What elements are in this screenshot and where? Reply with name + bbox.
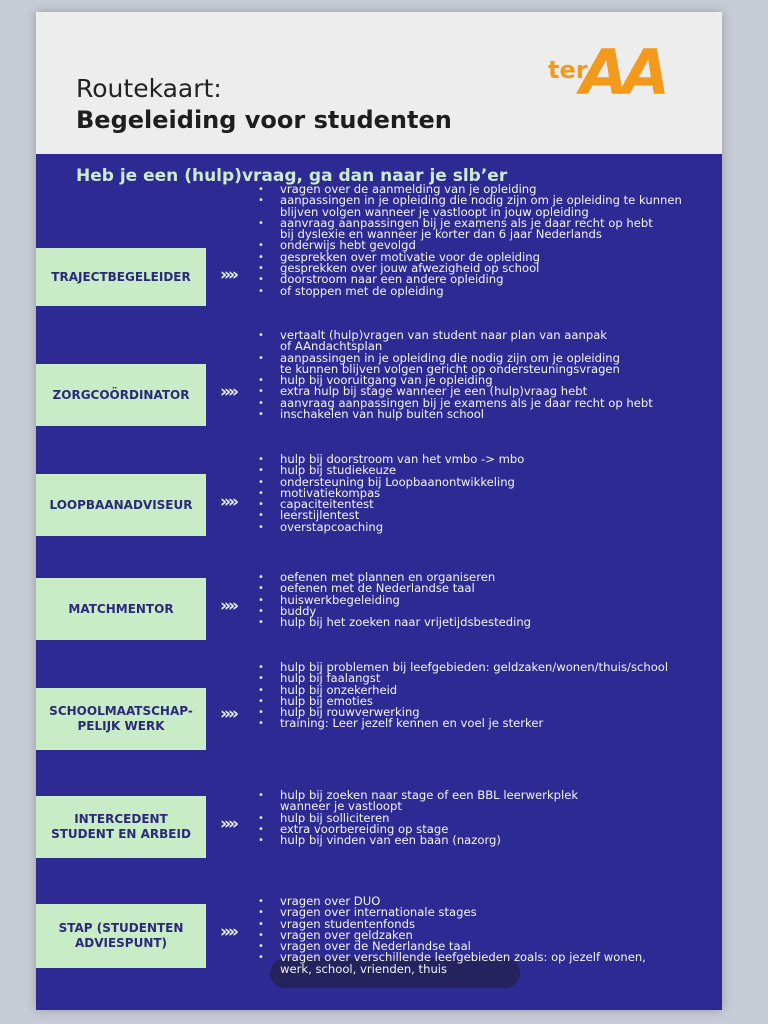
list-item: • hulp bij solliciteren — [258, 813, 578, 824]
arrow-icon: »» — [220, 382, 236, 402]
list-item: • aanvraag aanpassingen bij je examens als je daar recht op hebt — [258, 398, 653, 409]
role-label-zorgcoordinator — [36, 364, 206, 426]
list-item: • aanpassingen in je opleiding die nodig zijn om je opleiding — [258, 353, 653, 364]
role-label-stap — [36, 904, 206, 968]
list-item: • extra voorbereiding op stage — [258, 824, 578, 835]
list-item: • buddy — [258, 606, 531, 617]
list-item: • vragen over internationale stages — [258, 907, 646, 918]
list-item: • gesprekken over motivatie voor de opleiding — [258, 252, 682, 263]
list-item: werk, school, vrienden, thuis — [280, 961, 448, 976]
role-name-line2: STUDENT EN ARBEID — [51, 827, 191, 841]
trajectbegeleider-list — [258, 184, 682, 297]
logo-mark: AA — [580, 36, 664, 109]
list-item: • hulp bij het zoeken naar vrijetijdsbesteding — [258, 617, 531, 628]
role-label-trajectbegeleider — [36, 248, 206, 306]
list-item: • motivatiekompas — [258, 488, 524, 499]
role-name: MATCHMENTOR — [68, 601, 174, 616]
list-item: • training: Leer jezelf kennen en voel je sterker — [258, 718, 668, 729]
role-name-line1: STAP (STUDENTEN — [58, 921, 184, 935]
role-label-schoolmaatschappelijk-werk — [36, 688, 206, 750]
arrow-icon: »» — [220, 922, 236, 942]
arrow-icon: »» — [220, 265, 236, 285]
list-item: bij dyslexie en wanneer je korter dan 6 jaar Nederlands — [280, 227, 602, 242]
list-item: • oefenen met plannen en organiseren — [258, 572, 531, 583]
role-label-loopbaanadviseur — [36, 474, 206, 536]
list-item: • hulp bij onzekerheid — [258, 685, 668, 696]
list-item: • of stoppen met de opleiding — [258, 286, 682, 297]
page-title-prefix: Routekaart: — [76, 74, 222, 103]
schoolmaatschappelijk-werk-list — [258, 662, 668, 730]
list-item: • hulp bij doorstroom van het vmbo -> mbo — [258, 454, 524, 465]
role-name-line1: INTERCEDENT — [74, 812, 168, 826]
loopbaanadviseur-list — [258, 454, 524, 533]
list-item: • vragen studentenfonds — [258, 919, 646, 930]
list-item: • vertaalt (hulp)vragen van student naar plan van aanpak — [258, 330, 653, 341]
list-item: • overstapcoaching — [258, 522, 524, 533]
list-item: • aanpassingen in je opleiding die nodig zijn om je opleiding te kunnen — [258, 195, 682, 206]
list-item: • leerstijlentest — [258, 510, 524, 521]
list-item: • gesprekken over jouw afwezigheid op school — [258, 263, 682, 274]
list-item: wanneer je vastloopt — [280, 799, 402, 814]
role-label-intercedent — [36, 796, 206, 858]
list-item: • hulp bij vinden van een baan (nazorg) — [258, 835, 578, 846]
list-item: • hulp bij emoties — [258, 696, 668, 707]
role-name: LOOPBAANADVISEUR — [49, 497, 193, 512]
list-item: • vragen over de Nederlandse taal — [258, 941, 646, 952]
list-item: • vragen over geldzaken — [258, 930, 646, 941]
role-label-matchmentor — [36, 578, 206, 640]
list-item: blijven volgen wanneer je vastloopt in jouw opleiding — [280, 204, 589, 219]
list-item: • doorstroom naar een andere opleiding — [258, 274, 682, 285]
list-item: • ondersteuning bij Loopbaanontwikkeling — [258, 477, 524, 488]
role-name-line2: ADVIESPUNT) — [74, 936, 168, 950]
list-item: • huiswerkbegeleiding — [258, 595, 531, 606]
arrow-icon: »» — [220, 492, 236, 512]
intercedent-list — [258, 790, 578, 846]
list-item: • extra hulp bij stage wanneer je een (hulp)vraag hebt — [258, 386, 653, 397]
list-item: te kunnen blijven volgen gericht op ondersteuningsvragen — [280, 361, 620, 376]
routekaart-poster — [36, 12, 722, 1010]
list-item: of AAndachtsplan — [280, 339, 383, 354]
zorgcoordinator-list — [258, 330, 653, 420]
arrow-icon: »» — [220, 596, 236, 616]
list-item: • onderwijs hebt gevolgd — [258, 240, 682, 251]
list-item: • aanvraag aanpassingen bij je examens als je daar recht op hebt — [258, 218, 682, 229]
poster-subtitle: Heb je een (hulp)vraag, ga dan naar je slb’er — [76, 166, 508, 186]
list-item: • vragen over DUO — [258, 896, 646, 907]
matchmentor-list — [258, 572, 531, 628]
arrow-icon: »» — [220, 704, 236, 724]
list-item: • inschakelen van hulp buiten school — [258, 409, 653, 420]
list-item: • vragen over verschillende leefgebieden zoals: op jezelf wonen, — [258, 952, 646, 963]
list-item: • hulp bij rouwverwerking — [258, 707, 668, 718]
role-name-line1: SCHOOLMAATSCHAP- — [49, 704, 193, 718]
poster-header — [36, 12, 722, 154]
list-item: • hulp bij problemen bij leefgebieden: geldzaken/wonen/thuis/school — [258, 662, 668, 673]
role-name-line2: PELIJK WERK — [77, 719, 165, 733]
stap-list — [258, 896, 646, 975]
list-item: • oefenen met de Nederlandse taal — [258, 583, 531, 594]
arrow-icon: »» — [220, 814, 236, 834]
logo-prefix: ter — [548, 56, 588, 84]
list-item: • hulp bij zoeken naar stage of een BBL leerwerkplek — [258, 790, 578, 801]
list-item: • hulp bij vooruitgang van je opleiding — [258, 375, 653, 386]
list-item: • hulp bij studiekeuze — [258, 465, 524, 476]
page-title: Begeleiding voor studenten — [76, 106, 452, 134]
role-name: TRAJECTBEGELEIDER — [51, 269, 191, 284]
role-name: ZORGCOÖRDINATOR — [52, 387, 190, 402]
list-item: • hulp bij faalangst — [258, 673, 668, 684]
list-item: • capaciteitentest — [258, 499, 524, 510]
list-item: • vragen over de aanmelding van je opleiding — [258, 184, 682, 195]
